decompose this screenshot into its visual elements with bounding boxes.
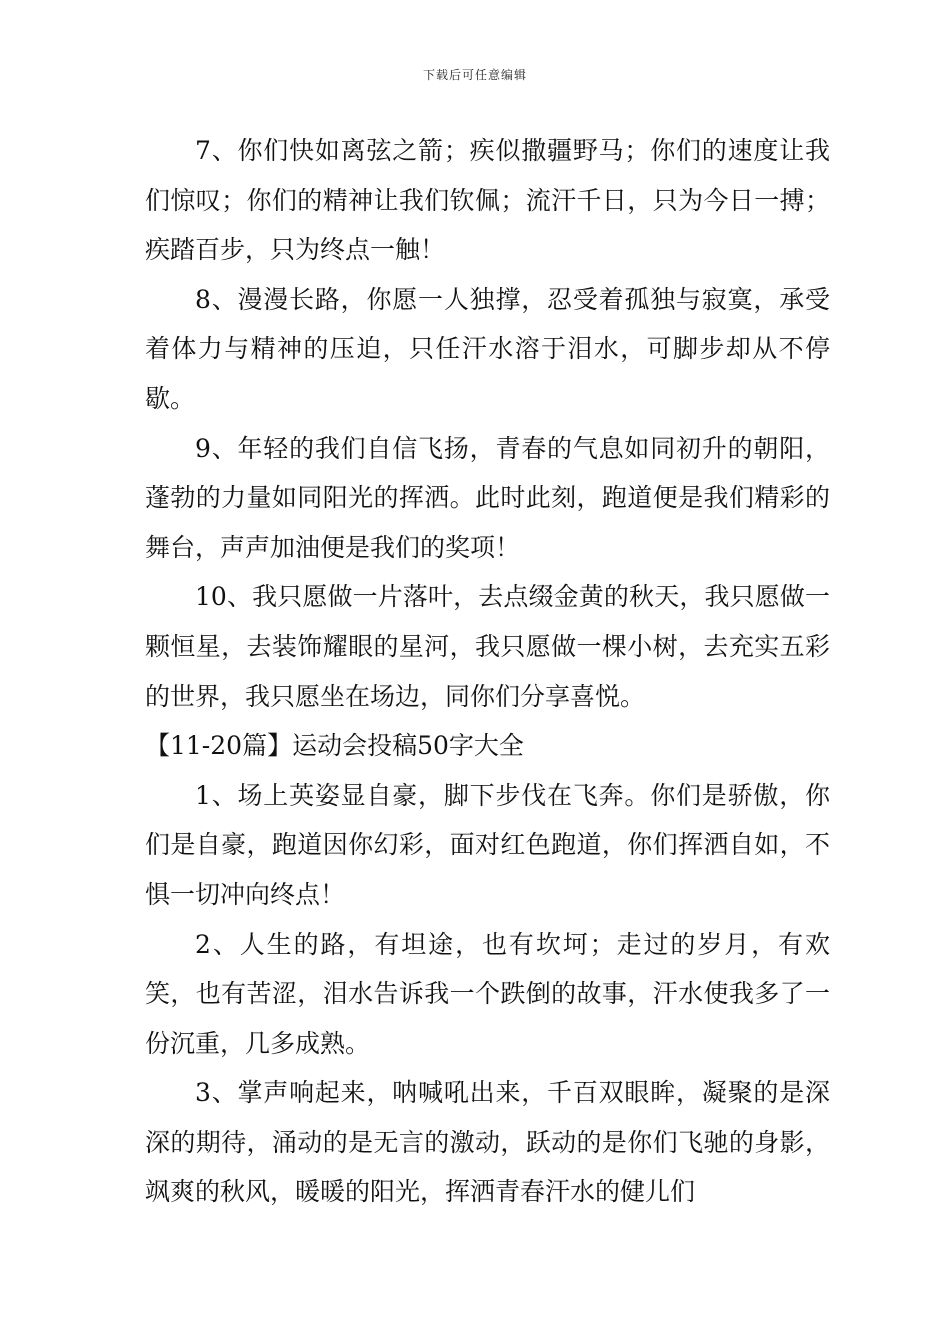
paragraph-9: 9、年轻的我们自信飞扬，青春的气息如同初升的朝阳，蓬勃的力量如同阳光的挥洒。此时此刻，跑道便是我们精彩的舞台，声声加油便是我们的奖项！	[145, 433, 830, 562]
paragraph-10: 10、我只愿做一片落叶，去点缀金黄的秋天，我只愿做一颗恒星，去装饰耀眼的星河，我只愿做一棵小树，去充实五彩的世界，我只愿坐在场边，同你们分享喜悦。	[145, 582, 830, 711]
paragraph-2: 2、人生的路，有坦途，也有坎坷；走过的岁月，有欢笑，也有苦涩，泪水告诉我一个跌倒的故事，汗水使我多了一份沉重，几多成熟。	[145, 929, 830, 1058]
section-title: 【11-20篇】运动会投稿50字大全	[145, 731, 524, 761]
paragraph-3: 3、掌声响起来，呐喊吼出来，千百双眼眸，凝聚的是深深的期待，涌动的是无言的激动，跃动的是你们飞驰的身影，飒爽的秋风，暖暖的阳光，挥洒青春汗水的健儿们	[145, 1078, 830, 1207]
paragraph-7: 7、你们快如离弦之箭；疾似撒疆野马；你们的速度让我们惊叹；你们的精神让我们钦佩；流汗千日，只为今日一搏；疾踏百步，只为终点一触！	[145, 136, 830, 265]
paragraph-8: 8、漫漫长路，你愿一人独撑，忍受着孤独与寂寞，承受着体力与精神的压迫，只任汗水溶于泪水，可脚步却从不停歇。	[145, 284, 830, 413]
paragraph-1: 1、场上英姿显自豪，脚下步伐在飞奔。你们是骄傲，你们是自豪，跑道因你幻彩，面对红色跑道，你们挥洒自如，不惧一切冲向终点！	[145, 780, 830, 909]
document-body	[145, 126, 830, 1217]
header-note: 下载后可任意编辑	[422, 68, 527, 82]
